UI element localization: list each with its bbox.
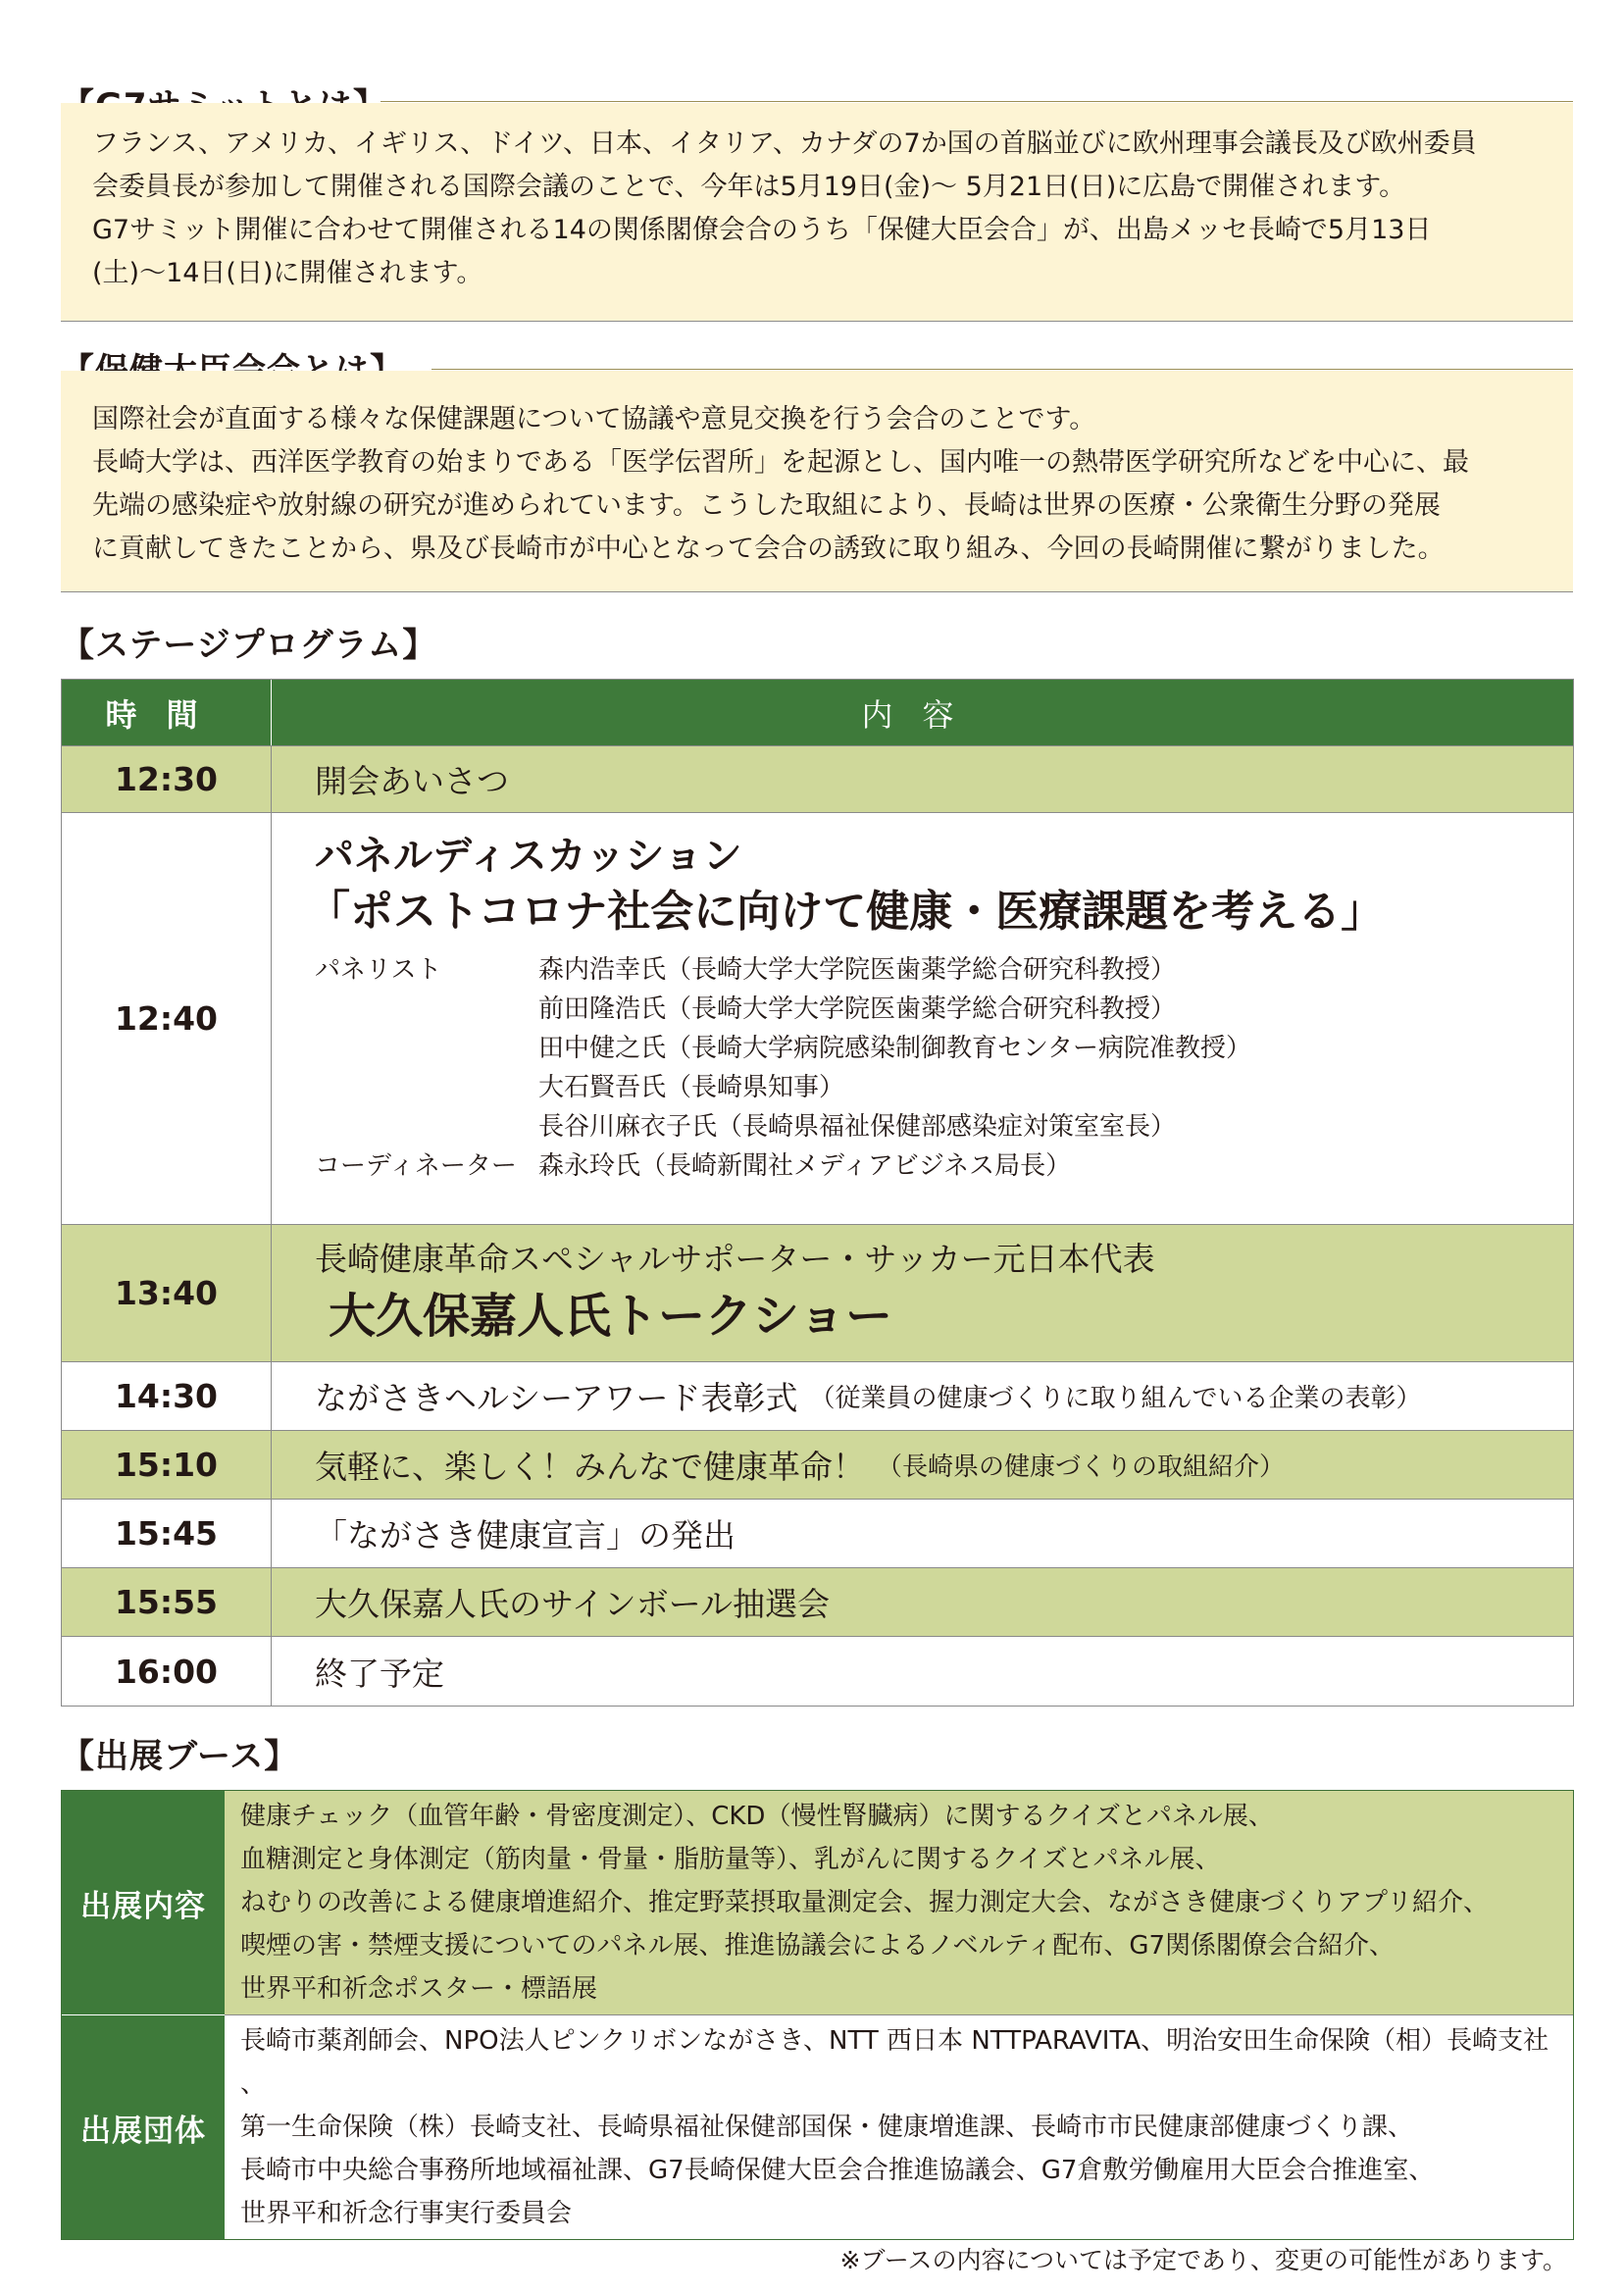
talk-show-subtitle: 長崎健康革命スペシャルサポーター・サッカー元日本代表 [315, 1239, 1155, 1278]
table-row [62, 1225, 1573, 1362]
booth-org-row [62, 2014, 1573, 2239]
content-cell: 終了予定 [315, 1654, 444, 1693]
booth-org-line: 第一生命保険（株）長崎支社、長崎県福祉保健部国保・健康増進課、長崎市市民健康部健康づくり課、 [240, 2113, 1414, 2142]
health-ministers-info-box [61, 371, 1573, 592]
content-text: ながさきヘルシーアワード表彰式 [315, 1379, 798, 1417]
booth-org-line: 長崎市薬剤師会、NPO法人ピンクリボンながさき、NTT 西日本 NTTPARAVITA、明治安田生命保険（相）長崎支社 、 [240, 2026, 1549, 2099]
content-text: 気軽に、楽しく！みんなで健康革命！ [315, 1448, 865, 1486]
col-content-header: 内容 [861, 695, 984, 734]
g7-line: 会委員長が参加して開催される国際会議のことで、今年は5月19日(金)～ 5月21日(日)に広島で開催されます。 [92, 172, 1406, 202]
panelist: 森内浩幸氏（長崎大学大学院医歯薬学総合研究科教授） [538, 955, 1177, 985]
booth-content-line: 喫煙の害・禁煙支援についてのパネル展、推進協議会によるノベルティ配布、G7関係閣僚会合紹介、 [240, 1931, 1396, 1961]
content-note: （長崎県の健康づくりの取組紹介） [877, 1452, 1286, 1482]
table-row [62, 1500, 1573, 1568]
health-ministers-line: 先端の感染症や放射線の研究が進められています。こうした取組により、長崎は世界の医療・公衆衛生分野の発展 [92, 490, 1441, 521]
panelist: 大石賢吾氏（長崎県知事） [538, 1073, 845, 1102]
g7-heading-rule [381, 101, 1573, 102]
coordinator: 森永玲氏（長崎新聞社メディアビジネス局長） [538, 1151, 1072, 1181]
time-cell: 15:55 [62, 1568, 272, 1636]
booth-content-label: 出展内容 [62, 1791, 225, 2014]
content-cell: 「ながさき健康宣言」の発出 [315, 1516, 736, 1554]
stage-program-table [61, 679, 1574, 1707]
health-ministers-heading-rule [431, 369, 1573, 370]
booth-org-line: 世界平和祈念行事実行委員会 [240, 2199, 573, 2228]
g7-line: フランス、アメリカ、イギリス、ドイツ、日本、イタリア、カナダの7か国の首脳並びに欧州理事会議長及び欧州委員 [92, 128, 1477, 159]
content-cell [272, 1362, 1573, 1430]
booths-heading: 【出展ブース】 [61, 1737, 299, 1776]
g7-info-box [61, 103, 1573, 322]
health-ministers-line: 国際社会が直面する様々な保健課題について協議や意見交換を行う会合のことです。 [92, 404, 1096, 434]
table-row [62, 1568, 1573, 1637]
panelist: 田中健之氏（長崎大学病院感染制御教育センター病院准教授） [538, 1034, 1251, 1063]
time-cell: 15:45 [62, 1500, 272, 1567]
time-cell: 13:40 [62, 1225, 272, 1361]
booth-org-line: 長崎市中央総合事務所地域福祉課、G7長崎保健大臣会合推進協議会、G7倉敷労働雇用大臣会合推進室、 [240, 2156, 1435, 2185]
col-time-header: 時間 [62, 680, 272, 745]
booth-content-row [62, 1791, 1573, 2014]
booth-content-line: 世界平和祈念ポスター・標語展 [240, 1974, 598, 2004]
talk-show-cell [272, 1225, 1573, 1361]
time-cell: 14:30 [62, 1362, 272, 1430]
g7-line: G7サミット開催に合わせて開催される14の関係閣僚会合のうち「保健大臣会合」が、出島メッセ長崎で5月13日 [92, 215, 1432, 245]
g7-line: (土)～14日(日)に開催されます。 [92, 258, 483, 288]
booth-org-list [225, 2015, 1573, 2239]
content-cell: 大久保嘉人氏のサインボール抽選会 [315, 1585, 831, 1623]
health-ministers-line: 長崎大学は、西洋医学教育の始まりである「医学伝習所」を起源とし、国内唯一の熱帯医学研究所などを中心に、最 [92, 447, 1469, 478]
table-row [62, 1637, 1573, 1706]
time-cell: 12:40 [62, 813, 272, 1224]
content-cell [272, 1431, 1573, 1499]
booth-content-line: ねむりの改善による健康増進紹介、推定野菜摂取量測定会、握力測定大会、ながさき健康づくりアプリ紹介、 [240, 1888, 1489, 1917]
time-cell: 16:00 [62, 1637, 272, 1706]
health-ministers-line: に貢献してきたことから、県及び長崎市が中心となって会合の誘致に取り組み、今回の長崎開催に繋がりました。 [92, 534, 1445, 564]
time-cell: 15:10 [62, 1431, 272, 1499]
panel-discussion-cell [272, 813, 1573, 1224]
time-cell: 12:30 [62, 746, 272, 812]
booth-table [61, 1790, 1574, 2240]
coordinator-label: コーディネーター [315, 1151, 517, 1181]
footnote: ※ブースの内容については予定であり、変更の可能性があります。 [839, 2246, 1567, 2274]
booth-content-line: 健康チェック（血管年齢・骨密度測定）、CKD（慢性腎臓病）に関するクイズとパネル展、 [240, 1802, 1274, 1831]
panel-title: パネルディスカッション [315, 834, 742, 879]
table-row [62, 746, 1573, 813]
panelist-list [315, 950, 1251, 1186]
content-note: （従業員の健康づくりに取り組んでいる企業の表彰） [809, 1384, 1422, 1413]
booth-content-line: 血糖測定と身体測定（筋肉量・骨量・脂肪量等）、乳がんに関するクイズとパネル展、 [240, 1845, 1221, 1874]
booth-content-list [225, 1791, 1573, 2014]
panelist: 前田隆浩氏（長崎大学大学院医歯薬学総合研究科教授） [538, 994, 1177, 1024]
panelist-label: パネリスト [315, 955, 442, 985]
panel-theme: 「ポストコロナ社会に向けて健康・医療課題を考える」 [307, 887, 1385, 937]
table-row [62, 1431, 1573, 1500]
stage-heading: 【ステージプログラム】 [61, 626, 437, 665]
talk-show-title: 大久保嘉人氏トークショー [329, 1288, 893, 1344]
content-cell: 開会あいさつ [315, 762, 509, 800]
booth-org-label: 出展団体 [62, 2014, 225, 2239]
panelist: 長谷川麻衣子氏（長崎県福祉保健部感染症対策室室長） [538, 1112, 1177, 1142]
table-row [62, 1362, 1573, 1431]
stage-table-header [62, 680, 1573, 746]
table-row [62, 813, 1573, 1225]
